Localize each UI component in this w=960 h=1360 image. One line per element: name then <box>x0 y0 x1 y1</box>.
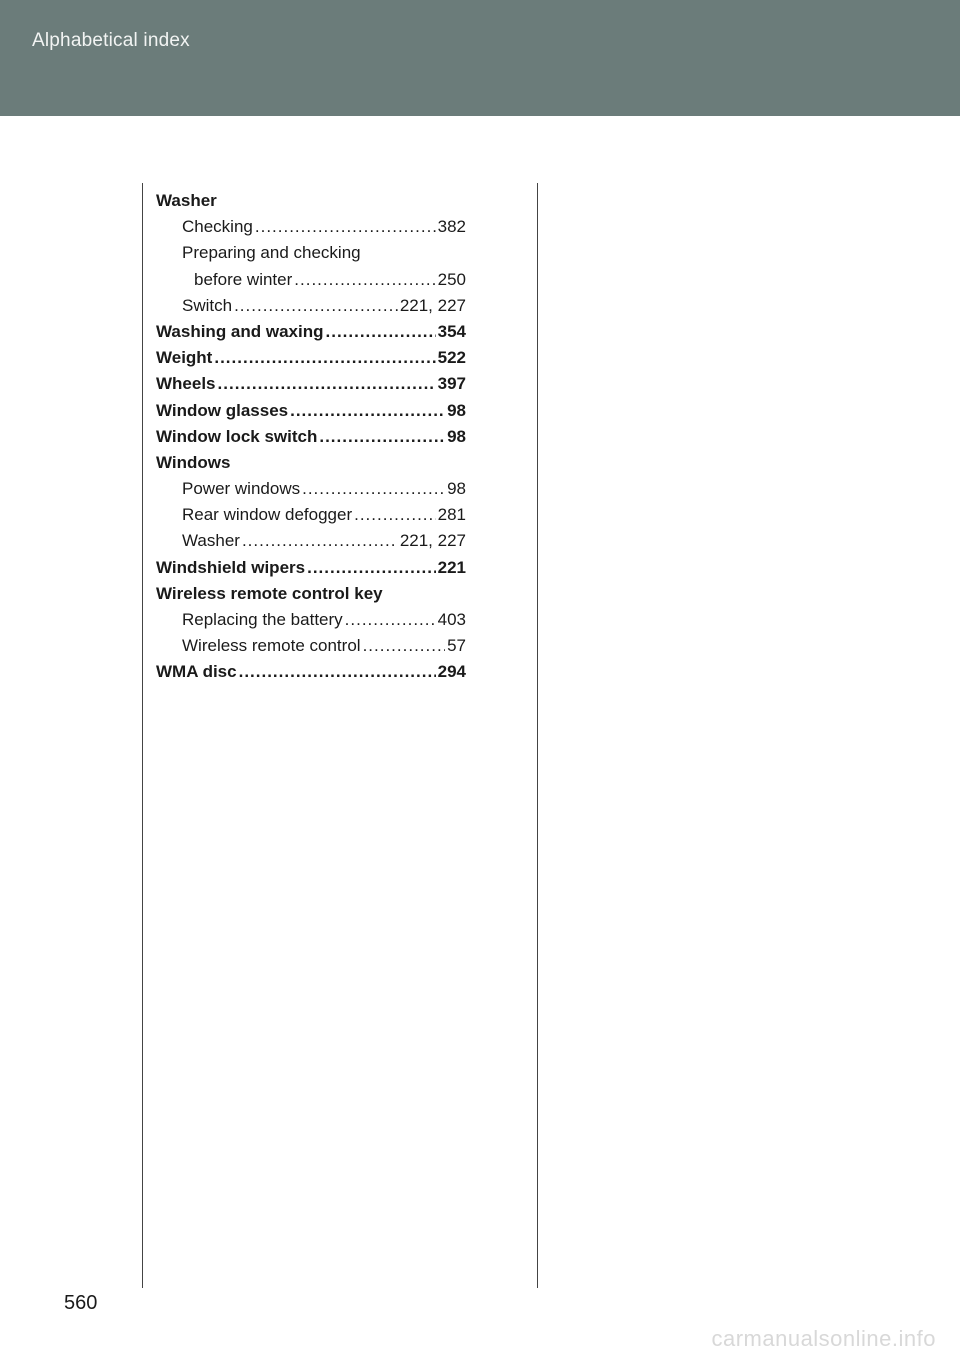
index-term: Replacing the battery <box>182 610 343 629</box>
index-entry <box>156 476 466 502</box>
index-page-ref: 382 <box>437 217 466 237</box>
index-entry <box>156 555 466 581</box>
index-entry <box>156 398 466 424</box>
index-page-ref: 98 <box>447 479 466 499</box>
dot-leader <box>326 319 436 345</box>
index-entry <box>156 267 466 293</box>
index-page-ref: 98 <box>447 400 466 420</box>
index-entry <box>156 633 466 659</box>
dot-leader <box>319 424 445 450</box>
index-entry <box>156 188 466 214</box>
index-term: Window lock switch <box>156 426 318 446</box>
section-title: Alphabetical index <box>32 30 190 51</box>
index-page-ref: 250 <box>437 269 466 289</box>
index-page-ref: 221, 227 <box>399 531 466 551</box>
index-term: Checking <box>182 217 253 237</box>
index-page-ref: 281 <box>437 505 466 525</box>
index-page-ref: 98 <box>447 426 466 446</box>
index-term: Switch <box>182 295 233 315</box>
index-entry <box>156 450 466 476</box>
index-term: Wheels <box>156 374 216 394</box>
index-page-ref: 354 <box>437 321 466 341</box>
dot-leader <box>345 607 436 633</box>
index-term: Preparing and checking <box>182 243 361 263</box>
index-entry <box>156 240 466 266</box>
index-entry <box>156 424 466 450</box>
index-term: before winter <box>194 269 293 289</box>
dot-leader <box>294 267 435 293</box>
index-term: Washer <box>156 191 217 210</box>
dot-leader <box>242 528 398 554</box>
index-entry <box>156 607 466 633</box>
index-entry <box>156 214 466 240</box>
dot-leader <box>302 476 445 502</box>
index-term: WMA disc <box>156 662 237 682</box>
dot-leader <box>214 345 435 371</box>
index-term: Power windows <box>182 479 301 499</box>
index-entry <box>156 345 466 371</box>
dot-leader <box>290 398 445 424</box>
index-term: Windshield wipers <box>156 557 306 577</box>
index-page-ref: 397 <box>437 374 466 394</box>
dot-leader <box>354 502 436 528</box>
center-column-rule <box>537 183 538 1288</box>
index-term: Washer <box>182 531 240 551</box>
index-entry <box>156 528 466 554</box>
index-page-ref: 522 <box>437 348 466 368</box>
index-term: Rear window defogger <box>182 505 353 525</box>
index-term: Washing and waxing <box>156 321 324 341</box>
index-page-ref: 221 <box>437 557 466 577</box>
index-term: Windows <box>156 452 231 472</box>
dot-leader <box>307 555 436 581</box>
index-term: Weight <box>156 348 213 368</box>
index-term: Wireless remote control key <box>156 583 383 603</box>
index-entry <box>156 659 466 685</box>
dot-leader <box>218 371 436 397</box>
index-page-ref: 221, 227 <box>399 295 466 315</box>
dot-leader <box>363 633 446 659</box>
index-entry <box>156 502 466 528</box>
dot-leader <box>234 293 398 319</box>
index-entry <box>156 319 466 345</box>
dot-leader <box>239 659 436 685</box>
index-entry <box>156 581 466 607</box>
header-band <box>0 0 960 116</box>
dot-leader <box>255 214 436 240</box>
index-page-ref: 403 <box>437 610 466 629</box>
index-list <box>156 188 466 686</box>
index-entry <box>156 371 466 397</box>
index-page-ref: 294 <box>437 662 466 682</box>
index-term: Window glasses <box>156 400 289 420</box>
index-entry <box>156 293 466 319</box>
watermark: carmanualsonline.info <box>711 1326 936 1351</box>
left-column-rule <box>142 183 143 1288</box>
index-page-ref: 57 <box>447 636 466 656</box>
index-term: Wireless remote control <box>182 636 361 656</box>
page-number: 560 <box>64 1292 98 1314</box>
